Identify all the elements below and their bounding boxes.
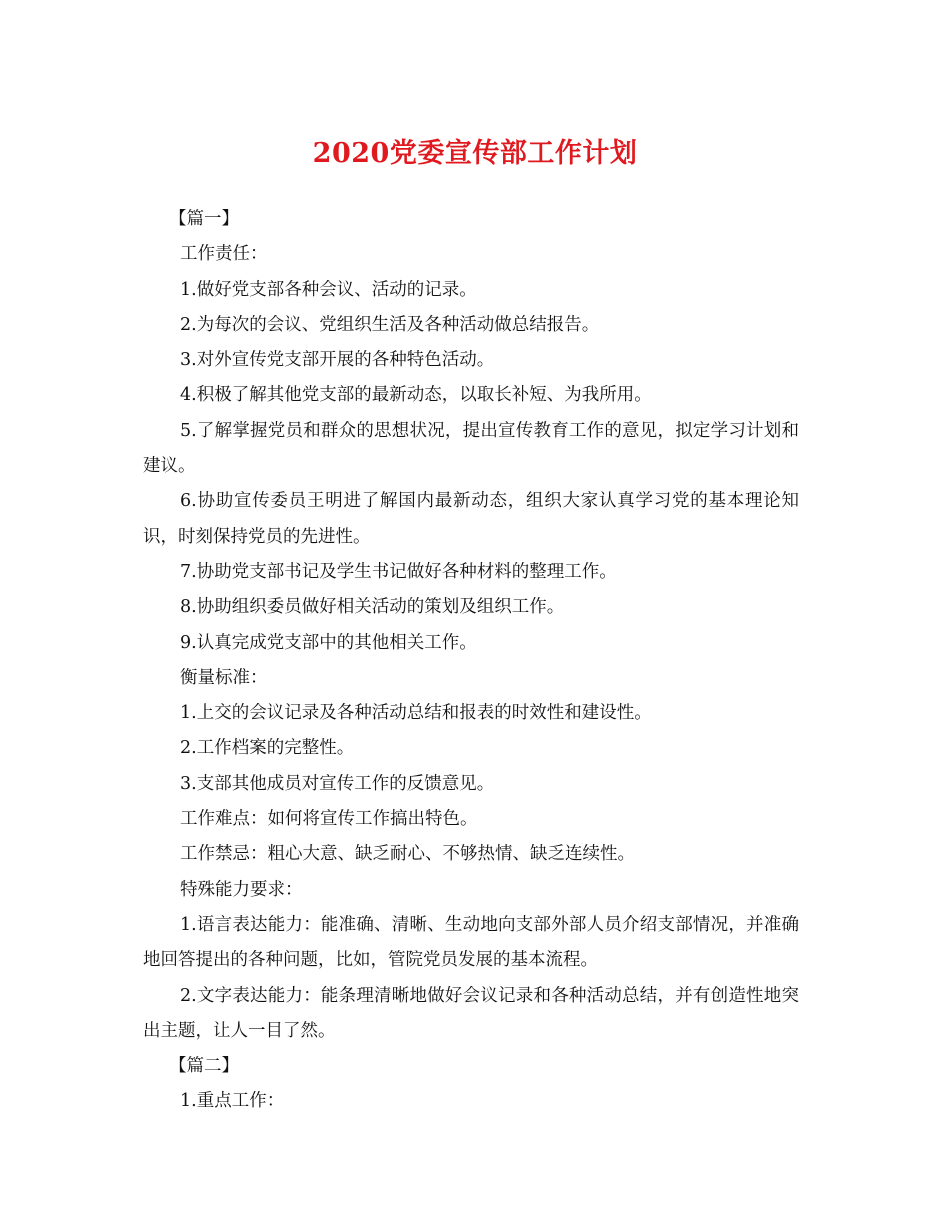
list-item: 7.协助党支部书记及学生书记做好各种材料的整理工作。 xyxy=(180,561,617,582)
paragraph-work-taboos: 工作禁忌：粗心大意、缺乏耐心、不够热情、缺乏连续性。 xyxy=(180,844,635,865)
paragraph-work-difficulty: 工作难点：如何将宣传工作搞出特色。 xyxy=(180,809,478,830)
list-item: 2.文字表达能力：能条理清晰地做好会议记录和各种活动总结，并有创造性地突出主题，让人一目了然。 xyxy=(143,985,799,1041)
list-item: 2.为每次的会议、党组织生活及各种活动做总结报告。 xyxy=(180,314,600,335)
list-item: 2.工作档案的完整性。 xyxy=(180,738,355,759)
list-item: 1.重点工作： xyxy=(180,1091,285,1112)
section-heading-2: 【篇二】 xyxy=(169,1056,239,1077)
section-heading-1: 【篇一】 xyxy=(169,209,239,229)
document-title: 2020党委宣传部工作计划 xyxy=(312,138,638,169)
list-item: 3.支部其他成员对宣传工作的反馈意见。 xyxy=(180,773,495,794)
paragraph-special-abilities: 特殊能力要求： xyxy=(180,879,303,900)
list-item: 8.协助组织委员做好相关活动的策划及组织工作。 xyxy=(180,597,565,618)
list-item: 9.认真完成党支部中的其他相关工作。 xyxy=(180,632,477,653)
list-item: 3.对外宣传党支部开展的各种特色活动。 xyxy=(180,350,495,371)
list-item: 5.了解掌握党员和群众的思想状况，提出宣传教育工作的意见，拟定学习计划和建议。 xyxy=(143,420,799,477)
document-body xyxy=(143,202,799,1120)
list-item: 1.上交的会议记录及各种活动总结和报表的时效性和建设性。 xyxy=(180,703,652,724)
list-item: 4.积极了解其他党支部的最新动态，以取长补短、为我所用。 xyxy=(180,385,652,406)
paragraph-work-responsibility: 工作责任： xyxy=(180,244,268,265)
paragraph-measurement-standards: 衡量标准： xyxy=(180,667,268,688)
list-item: 1.语言表达能力：能准确、清晰、生动地向支部外部人员介绍支部情况，并准确地回答提出的各种问题，比如，管院党员发展的基本流程。 xyxy=(143,914,799,971)
list-item: 1.做好党支部各种会议、活动的记录。 xyxy=(180,279,477,300)
list-item: 6.协助宣传委员王明进了解国内最新动态，组织大家认真学习党的基本理论知识，时刻保持党员的先进性。 xyxy=(143,491,799,547)
